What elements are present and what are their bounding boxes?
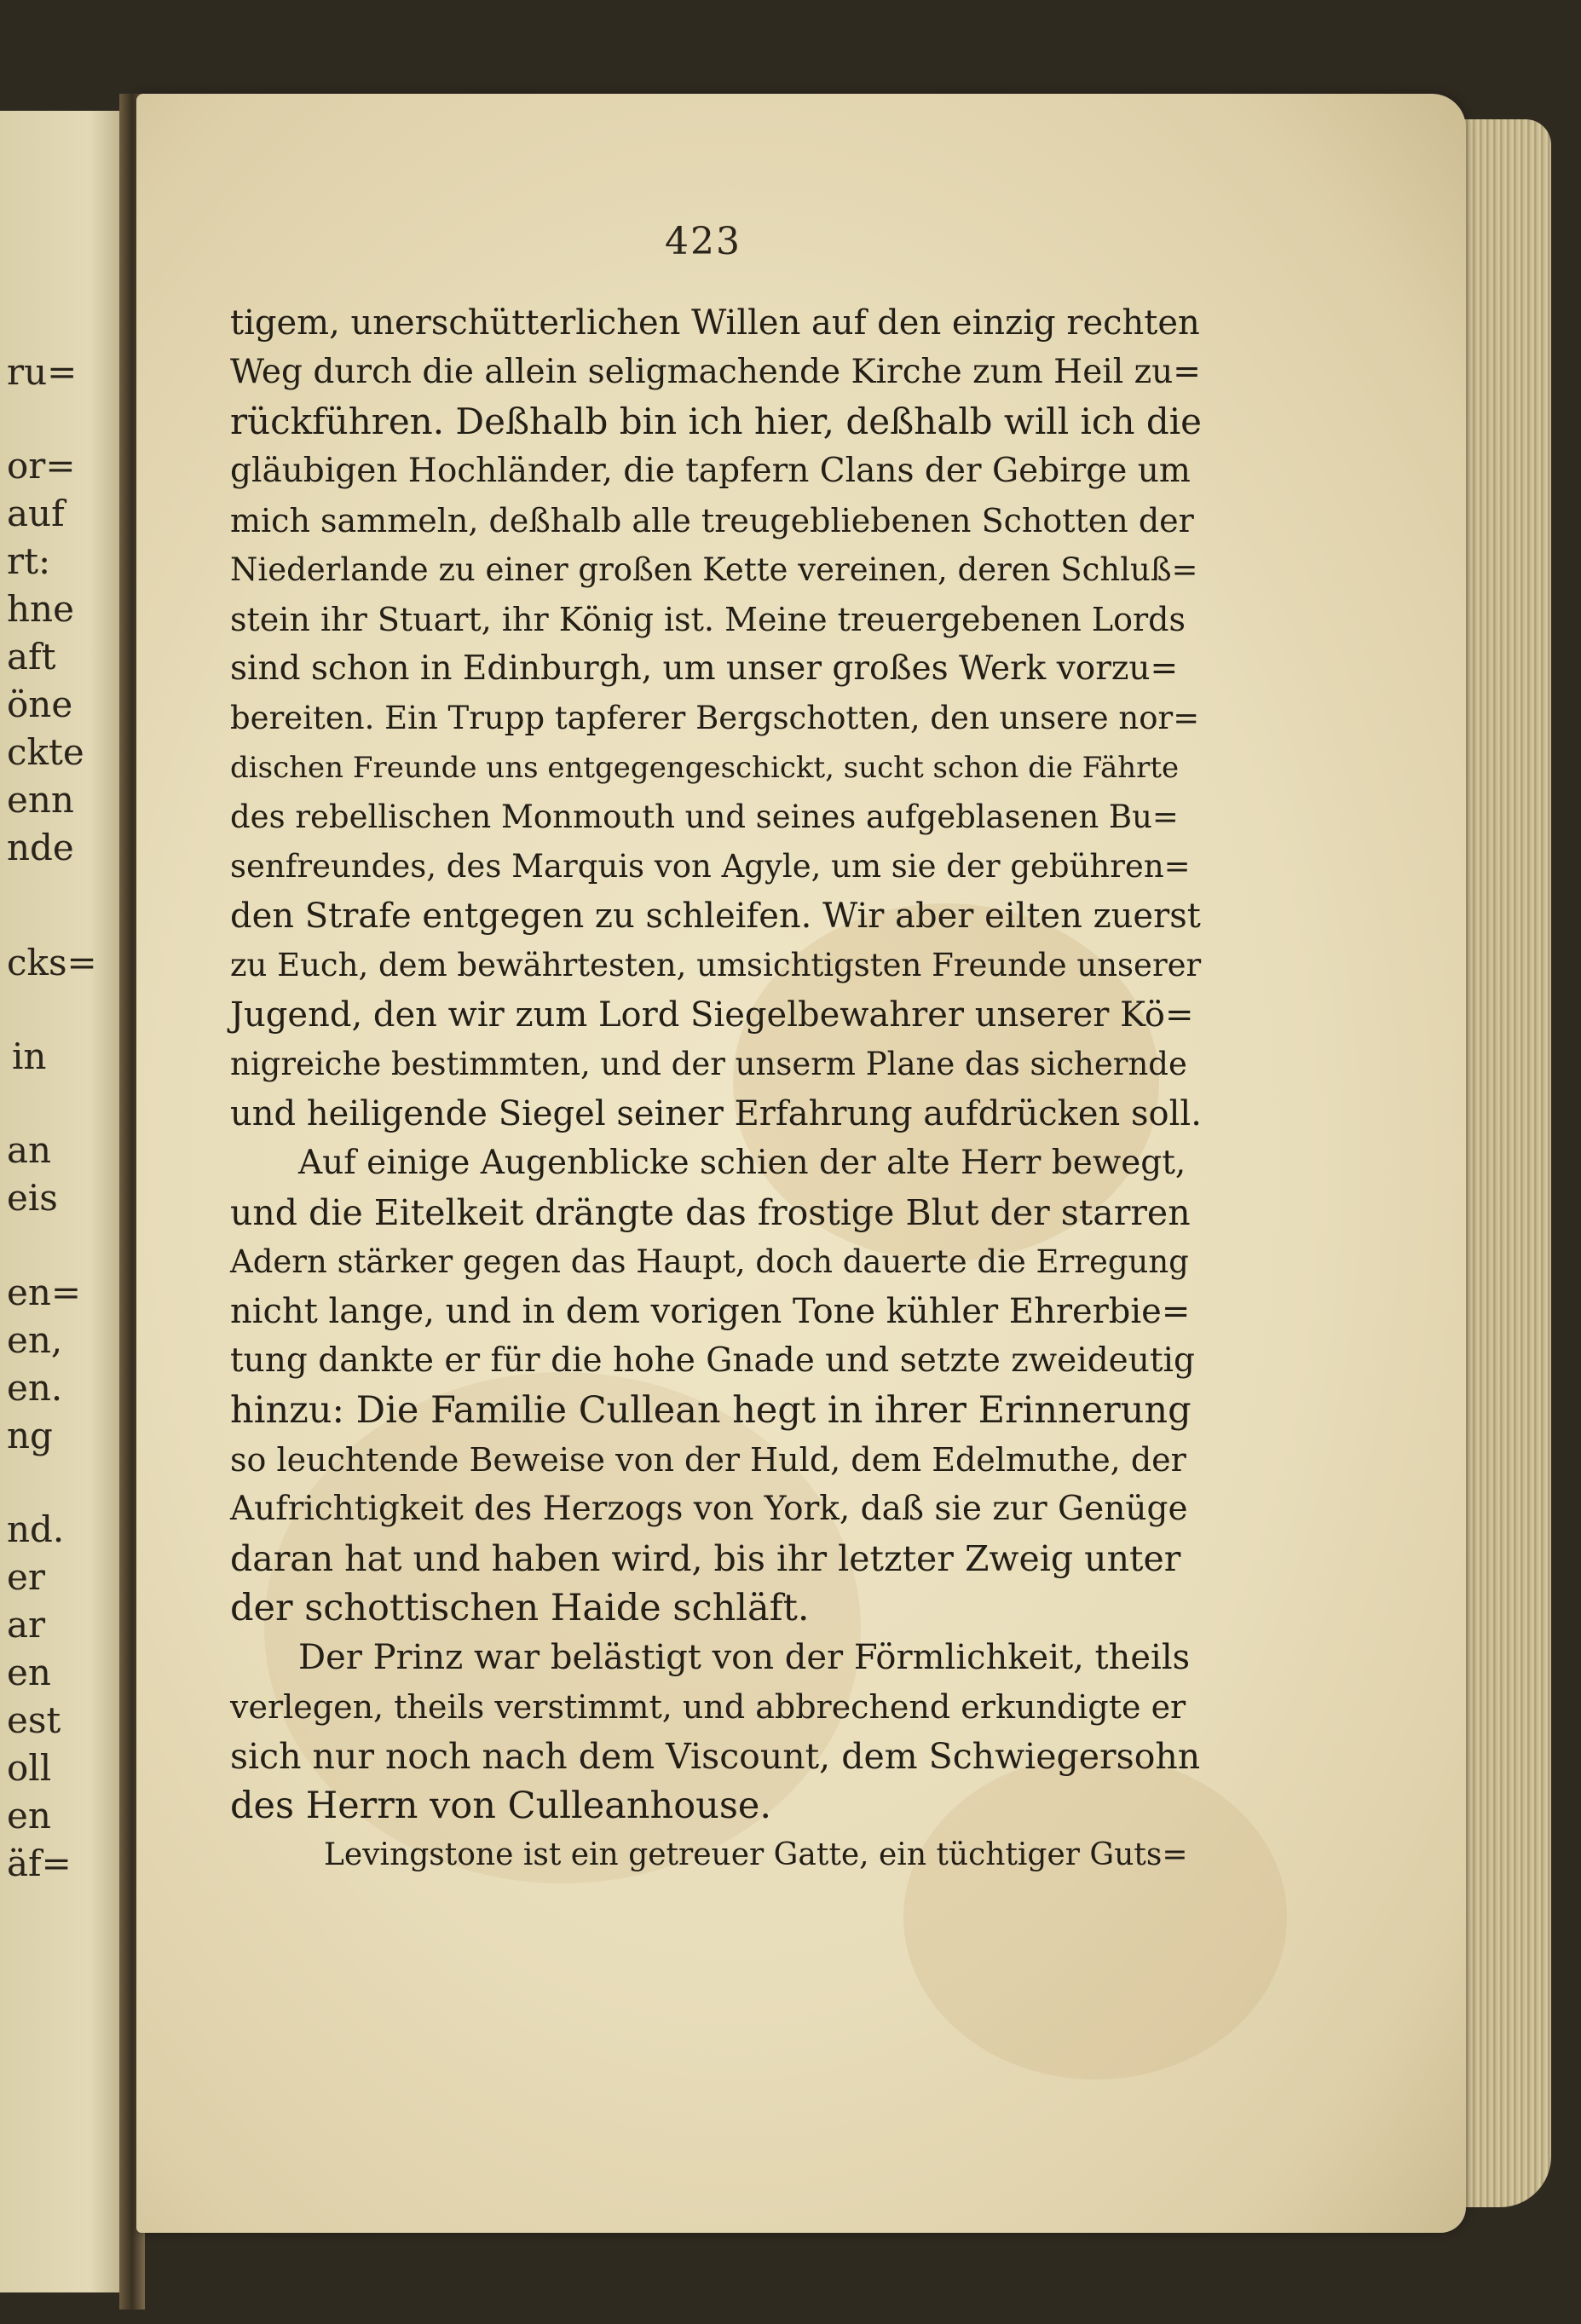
left-page-fragment: eis: [7, 1177, 58, 1219]
text-line: gläubigen Hochländer, die tapfern Clans der Gebirge um: [230, 452, 1191, 490]
text-line: hinzu: Die Familie Cullean hegt in ihrer Erinnerung: [230, 1389, 1192, 1432]
text-line: sich nur noch nach dem Viscount, dem Schwiegersohn: [230, 1736, 1201, 1777]
text-line: tigem, unerschütterlichen Willen auf den einzig rechten: [230, 303, 1200, 343]
left-page-fragment: en: [7, 1795, 51, 1837]
left-page-fragment: ru=: [7, 351, 78, 393]
text-line: Aufrichtigkeit des Herzogs von York, daß sie zur Genüge: [230, 1490, 1188, 1528]
left-page-fragment: nd.: [7, 1508, 65, 1550]
text-line: so leuchtende Beweise von der Huld, dem Edelmuthe, der: [230, 1441, 1186, 1479]
left-page-fragment: aft: [7, 636, 56, 678]
text-line: sind schon in Edinburgh, um unser großes Werk vorzu=: [230, 649, 1179, 688]
text-line: den Strafe entgegen zu schleifen. Wir aber eilten zuerst: [230, 897, 1201, 936]
text-line: Der Prinz war belästigt von der Förmlichkeit, theils: [298, 1638, 1191, 1677]
left-page-fragment: rt:: [7, 540, 51, 582]
text-line: der schottischen Haide schläft.: [230, 1587, 810, 1629]
text-line: nicht lange, und in dem vorigen Tone kühler Ehrerbie=: [230, 1292, 1191, 1331]
text-line: zu Euch, dem bewährtesten, umsichtigsten Freunde unserer: [230, 947, 1202, 983]
text-line: Auf einige Augenblicke schien der alte Herr bewegt,: [298, 1144, 1186, 1182]
text-line: senfreundes, des Marquis von Agyle, um sie der gebühren=: [230, 848, 1191, 885]
text-line: Jugend, den wir zum Lord Siegelbewahrer unserer Kö=: [230, 995, 1194, 1035]
left-page-fragment: oll: [7, 1747, 52, 1789]
left-page-fragment: in: [12, 1035, 47, 1077]
left-page-fragment: ar: [7, 1604, 46, 1646]
left-page: [0, 111, 128, 2292]
text-line: des Herrn von Culleanhouse.: [230, 1785, 772, 1827]
text-line: nigreiche bestimmten, und der unserm Plane das sichernde: [230, 1046, 1187, 1082]
text-line: bereiten. Ein Trupp tapferer Bergschotten, den unsere nor=: [230, 700, 1200, 736]
text-line: und heiligende Siegel seiner Erfahrung aufdrücken soll.: [230, 1094, 1202, 1133]
text-line: Adern stärker gegen das Haupt, doch dauerte die Erregung: [230, 1243, 1189, 1280]
text-line: und die Eitelkeit drängte das frostige Blut der starren: [230, 1192, 1191, 1233]
text-line: Weg durch die allein seligmachende Kirche zum Heil zu=: [230, 353, 1201, 391]
left-page-fragment: en=: [7, 1272, 82, 1313]
left-page-fragment: cks=: [7, 942, 97, 983]
left-page-fragment: auf: [7, 493, 65, 534]
text-line: daran hat und haben wird, bis ihr letzter Zweig unter: [230, 1538, 1181, 1579]
left-page-fragment: est: [7, 1699, 61, 1741]
text-line: Niederlande zu einer großen Kette vereinen, deren Schluß=: [230, 551, 1198, 588]
left-page-fragment: en,: [7, 1319, 63, 1361]
left-page-fragment: en.: [7, 1367, 63, 1409]
left-page-fragment: er: [7, 1556, 45, 1598]
text-line: rückführen. Deßhalb bin ich hier, deßhalb will ich die: [230, 401, 1203, 442]
text-line: verlegen, theils verstimmt, und abbrechend erkundigte er: [230, 1688, 1186, 1726]
left-page-fragment: ckte: [7, 731, 84, 773]
text-line: des rebellischen Monmouth und seines aufgeblasenen Bu=: [230, 799, 1179, 835]
text-line: stein ihr Stuart, ihr König ist. Meine treuergebenen Lords: [230, 601, 1186, 638]
left-page-fragment: en: [7, 1652, 51, 1693]
left-page-fragment: nde: [7, 827, 74, 868]
left-page-fragment: öne: [7, 683, 73, 725]
text-line: Levingstone ist ein getreuer Gatte, ein tüchtiger Guts=: [324, 1837, 1188, 1872]
page-number: 423: [665, 220, 741, 263]
left-page-fragment: or=: [7, 445, 76, 487]
text-line: tung dankte er für die hohe Gnade und setzte zweideutig: [230, 1341, 1195, 1380]
left-page-fragment: enn: [7, 779, 74, 821]
left-page-fragment: an: [7, 1129, 52, 1171]
left-page-fragment: ng: [7, 1415, 53, 1456]
text-line: dischen Freunde uns entgegengeschickt, sucht schon die Fährte: [230, 751, 1180, 785]
left-page-fragment: hne: [7, 588, 74, 630]
left-page-fragment: äf=: [7, 1842, 72, 1884]
text-line: mich sammeln, deßhalb alle treugebliebenen Schotten der: [230, 502, 1194, 539]
